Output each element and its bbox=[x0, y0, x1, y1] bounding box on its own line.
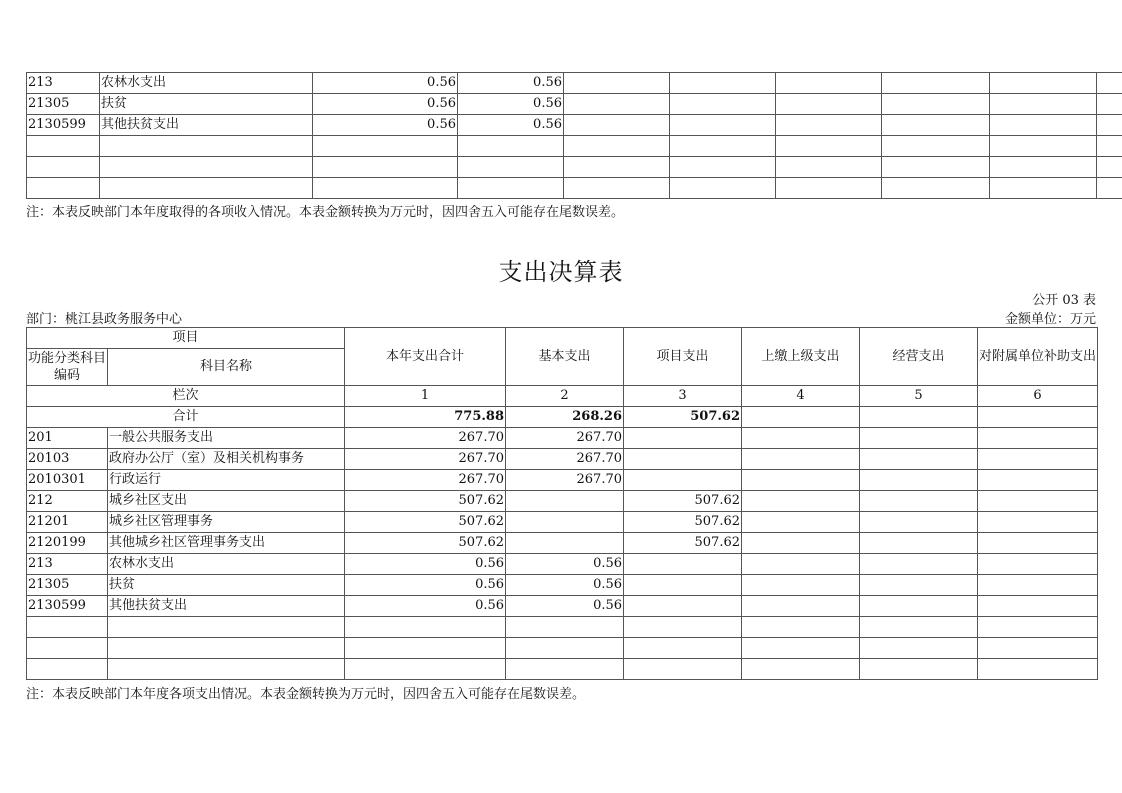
amount-cell bbox=[776, 136, 882, 157]
amount-cell bbox=[506, 659, 624, 680]
amount-cell bbox=[564, 178, 670, 199]
amount-cell bbox=[860, 617, 978, 638]
amount-cell bbox=[860, 596, 978, 617]
amount-cell bbox=[978, 470, 1098, 491]
amount-cell: 0.56 bbox=[345, 575, 506, 596]
table-row bbox=[27, 512, 1098, 533]
amount-cell bbox=[742, 617, 860, 638]
code-cell: 213 bbox=[27, 73, 100, 94]
total-value bbox=[742, 407, 860, 428]
amount-cell bbox=[624, 554, 742, 575]
amount-cell bbox=[564, 115, 670, 136]
code-cell: 21305 bbox=[27, 94, 100, 115]
income-table-body bbox=[27, 73, 1122, 199]
amount-cell bbox=[506, 638, 624, 659]
amount-cell: 267.70 bbox=[506, 449, 624, 470]
amount-cell bbox=[564, 73, 670, 94]
amount-cell bbox=[1097, 73, 1122, 94]
table-row bbox=[27, 659, 1098, 680]
amount-cell bbox=[624, 470, 742, 491]
name-cell: 政府办公厅（室）及相关机构事务 bbox=[108, 449, 345, 470]
amount-cell bbox=[978, 533, 1098, 554]
amount-cell: 0.56 bbox=[345, 554, 506, 575]
code-cell bbox=[27, 136, 100, 157]
income-table-continuation bbox=[26, 72, 1122, 199]
amount-cell bbox=[776, 178, 882, 199]
name-cell: 农林水支出 bbox=[100, 73, 313, 94]
amount-cell: 507.62 bbox=[624, 533, 742, 554]
amount-cell bbox=[882, 94, 990, 115]
table-row bbox=[27, 136, 1122, 157]
total-value: 268.26 bbox=[506, 407, 624, 428]
amount-cell bbox=[670, 94, 776, 115]
total-value: 775.88 bbox=[345, 407, 506, 428]
amount-cell bbox=[313, 178, 458, 199]
amount-cell bbox=[882, 178, 990, 199]
amount-cell bbox=[742, 638, 860, 659]
amount-cell bbox=[776, 73, 882, 94]
amount-cell: 0.56 bbox=[506, 554, 624, 575]
amount-cell: 0.56 bbox=[313, 94, 458, 115]
amount-cell bbox=[860, 512, 978, 533]
amount-cell bbox=[670, 178, 776, 199]
amount-cell: 507.62 bbox=[624, 512, 742, 533]
name-cell: 扶贫 bbox=[108, 575, 345, 596]
amount-cell bbox=[776, 94, 882, 115]
table-row bbox=[27, 533, 1098, 554]
amount-cell bbox=[860, 428, 978, 449]
table-row bbox=[27, 470, 1098, 491]
amount-cell: 0.56 bbox=[458, 94, 564, 115]
amount-cell: 267.70 bbox=[506, 470, 624, 491]
header-name: 科目名称 bbox=[108, 349, 345, 386]
amount-cell: 267.70 bbox=[506, 428, 624, 449]
amount-cell bbox=[860, 449, 978, 470]
amount-cell bbox=[624, 596, 742, 617]
amount-cell: 507.62 bbox=[624, 491, 742, 512]
amount-cell bbox=[670, 136, 776, 157]
amount-cell bbox=[1097, 136, 1122, 157]
total-value bbox=[978, 407, 1098, 428]
amount-cell bbox=[742, 470, 860, 491]
amount-cell bbox=[624, 428, 742, 449]
code-cell: 213 bbox=[27, 554, 108, 575]
amount-cell bbox=[978, 554, 1098, 575]
amount-cell bbox=[506, 533, 624, 554]
amount-cell bbox=[670, 73, 776, 94]
amount-cell: 0.56 bbox=[506, 575, 624, 596]
amount-cell: 267.70 bbox=[345, 449, 506, 470]
amount-cell bbox=[882, 136, 990, 157]
amount-cell bbox=[882, 115, 990, 136]
amount-cell bbox=[978, 449, 1098, 470]
amount-cell bbox=[1097, 178, 1122, 199]
header-col-1: 本年支出合计 bbox=[345, 328, 506, 386]
amount-cell bbox=[313, 157, 458, 178]
name-cell: 行政运行 bbox=[108, 470, 345, 491]
name-cell bbox=[108, 617, 345, 638]
amount-cell bbox=[458, 136, 564, 157]
amount-cell bbox=[742, 596, 860, 617]
code-cell bbox=[27, 617, 108, 638]
expense-table-body bbox=[27, 328, 1098, 680]
amount-cell bbox=[776, 157, 882, 178]
amount-cell bbox=[978, 659, 1098, 680]
amount-cell bbox=[860, 533, 978, 554]
column-number: 1 bbox=[345, 386, 506, 407]
amount-cell bbox=[1097, 94, 1122, 115]
column-number: 4 bbox=[742, 386, 860, 407]
amount-cell bbox=[345, 659, 506, 680]
amount-cell bbox=[860, 491, 978, 512]
form-number: 公开 03 表 bbox=[1032, 293, 1096, 308]
code-cell bbox=[27, 638, 108, 659]
code-cell: 21305 bbox=[27, 575, 108, 596]
amount-cell bbox=[564, 136, 670, 157]
code-cell: 2130599 bbox=[27, 596, 108, 617]
name-cell: 一般公共服务支出 bbox=[108, 428, 345, 449]
name-cell bbox=[108, 638, 345, 659]
header-col-2: 基本支出 bbox=[506, 328, 624, 386]
column-row-label: 栏次 bbox=[27, 386, 345, 407]
amount-cell: 267.70 bbox=[345, 470, 506, 491]
amount-cell bbox=[742, 659, 860, 680]
code-cell: 201 bbox=[27, 428, 108, 449]
table-row bbox=[27, 73, 1122, 94]
table-row bbox=[27, 491, 1098, 512]
amount-cell bbox=[978, 617, 1098, 638]
amount-cell bbox=[345, 617, 506, 638]
amount-cell bbox=[742, 533, 860, 554]
amount-cell bbox=[564, 94, 670, 115]
amount-cell bbox=[990, 157, 1097, 178]
amount-cell bbox=[978, 596, 1098, 617]
amount-cell: 507.62 bbox=[345, 533, 506, 554]
amount-cell bbox=[313, 136, 458, 157]
amount-cell bbox=[506, 512, 624, 533]
income-note: 注：本表反映部门本年度取得的各项收入情况。本表金额转换为万元时，因四舍五入可能存在尾数误差。 bbox=[26, 205, 625, 220]
column-number: 5 bbox=[860, 386, 978, 407]
amount-cell bbox=[860, 470, 978, 491]
table-row bbox=[27, 428, 1098, 449]
column-number: 6 bbox=[978, 386, 1098, 407]
amount-cell bbox=[776, 115, 882, 136]
amount-cell: 0.56 bbox=[313, 115, 458, 136]
header-item: 项目 bbox=[27, 328, 345, 349]
table-row bbox=[27, 554, 1098, 575]
amount-cell bbox=[458, 178, 564, 199]
amount-cell bbox=[860, 638, 978, 659]
code-cell bbox=[27, 157, 100, 178]
amount-cell bbox=[990, 136, 1097, 157]
name-cell: 扶贫 bbox=[100, 94, 313, 115]
amount-cell bbox=[624, 617, 742, 638]
amount-cell bbox=[742, 428, 860, 449]
amount-cell bbox=[990, 115, 1097, 136]
column-number: 3 bbox=[624, 386, 742, 407]
amount-cell: 507.62 bbox=[345, 512, 506, 533]
table-row bbox=[27, 596, 1098, 617]
amount-cell: 0.56 bbox=[458, 115, 564, 136]
code-cell: 212 bbox=[27, 491, 108, 512]
amount-cell: 0.56 bbox=[458, 73, 564, 94]
code-cell: 2120199 bbox=[27, 533, 108, 554]
total-label: 合计 bbox=[27, 407, 345, 428]
table-row bbox=[27, 449, 1098, 470]
amount-cell bbox=[506, 617, 624, 638]
code-cell: 2130599 bbox=[27, 115, 100, 136]
name-cell: 城乡社区支出 bbox=[108, 491, 345, 512]
amount-cell bbox=[882, 157, 990, 178]
name-cell: 其他扶贫支出 bbox=[100, 115, 313, 136]
amount-cell: 0.56 bbox=[345, 596, 506, 617]
amount-cell bbox=[742, 554, 860, 575]
amount-cell bbox=[742, 575, 860, 596]
header-code: 功能分类科目编码 bbox=[27, 349, 108, 386]
amount-cell bbox=[506, 491, 624, 512]
amount-cell bbox=[624, 449, 742, 470]
amount-cell bbox=[345, 638, 506, 659]
name-cell: 城乡社区管理事务 bbox=[108, 512, 345, 533]
table-row bbox=[27, 94, 1122, 115]
total-value: 507.62 bbox=[624, 407, 742, 428]
name-cell bbox=[100, 178, 313, 199]
amount-cell bbox=[624, 638, 742, 659]
header-col-5: 经营支出 bbox=[860, 328, 978, 386]
amount-cell bbox=[978, 638, 1098, 659]
amount-cell bbox=[1097, 115, 1122, 136]
table-row bbox=[27, 638, 1098, 659]
amount-cell bbox=[990, 94, 1097, 115]
code-cell: 2010301 bbox=[27, 470, 108, 491]
unit-label: 金额单位：万元 bbox=[1004, 312, 1096, 327]
code-cell bbox=[27, 659, 108, 680]
amount-cell bbox=[990, 178, 1097, 199]
amount-cell: 0.56 bbox=[506, 596, 624, 617]
department-label: 部门：桃江县政务服务中心 bbox=[26, 312, 183, 327]
table-row bbox=[27, 178, 1122, 199]
amount-cell bbox=[978, 491, 1098, 512]
amount-cell bbox=[860, 554, 978, 575]
amount-cell bbox=[882, 73, 990, 94]
name-cell bbox=[100, 136, 313, 157]
page-title: 支出决算表 bbox=[498, 258, 624, 286]
amount-cell: 267.70 bbox=[345, 428, 506, 449]
amount-cell bbox=[978, 428, 1098, 449]
amount-cell bbox=[564, 157, 670, 178]
amount-cell bbox=[458, 157, 564, 178]
amount-cell bbox=[860, 659, 978, 680]
column-number: 2 bbox=[506, 386, 624, 407]
code-cell: 20103 bbox=[27, 449, 108, 470]
amount-cell bbox=[670, 115, 776, 136]
amount-cell bbox=[742, 512, 860, 533]
amount-cell bbox=[670, 157, 776, 178]
amount-cell bbox=[990, 73, 1097, 94]
name-cell bbox=[100, 157, 313, 178]
amount-cell bbox=[978, 512, 1098, 533]
total-value bbox=[860, 407, 978, 428]
amount-cell bbox=[742, 491, 860, 512]
amount-cell: 507.62 bbox=[345, 491, 506, 512]
code-cell bbox=[27, 178, 100, 199]
amount-cell bbox=[624, 659, 742, 680]
amount-cell bbox=[978, 575, 1098, 596]
amount-cell bbox=[860, 575, 978, 596]
amount-cell: 0.56 bbox=[313, 73, 458, 94]
amount-cell bbox=[742, 449, 860, 470]
table-row bbox=[27, 617, 1098, 638]
expense-table bbox=[26, 327, 1098, 680]
table-row bbox=[27, 115, 1122, 136]
header-col-4: 上缴上级支出 bbox=[742, 328, 860, 386]
expense-note: 注：本表反映部门本年度各项支出情况。本表金额转换为万元时，因四舍五入可能存在尾数误差。 bbox=[26, 687, 586, 702]
header-col-6: 对附属单位补助支出 bbox=[978, 328, 1098, 386]
table-row bbox=[27, 575, 1098, 596]
name-cell: 农林水支出 bbox=[108, 554, 345, 575]
amount-cell bbox=[624, 575, 742, 596]
name-cell bbox=[108, 659, 345, 680]
amount-cell bbox=[1097, 157, 1122, 178]
table-row bbox=[27, 157, 1122, 178]
header-col-3: 项目支出 bbox=[624, 328, 742, 386]
name-cell: 其他扶贫支出 bbox=[108, 596, 345, 617]
code-cell: 21201 bbox=[27, 512, 108, 533]
name-cell: 其他城乡社区管理事务支出 bbox=[108, 533, 345, 554]
